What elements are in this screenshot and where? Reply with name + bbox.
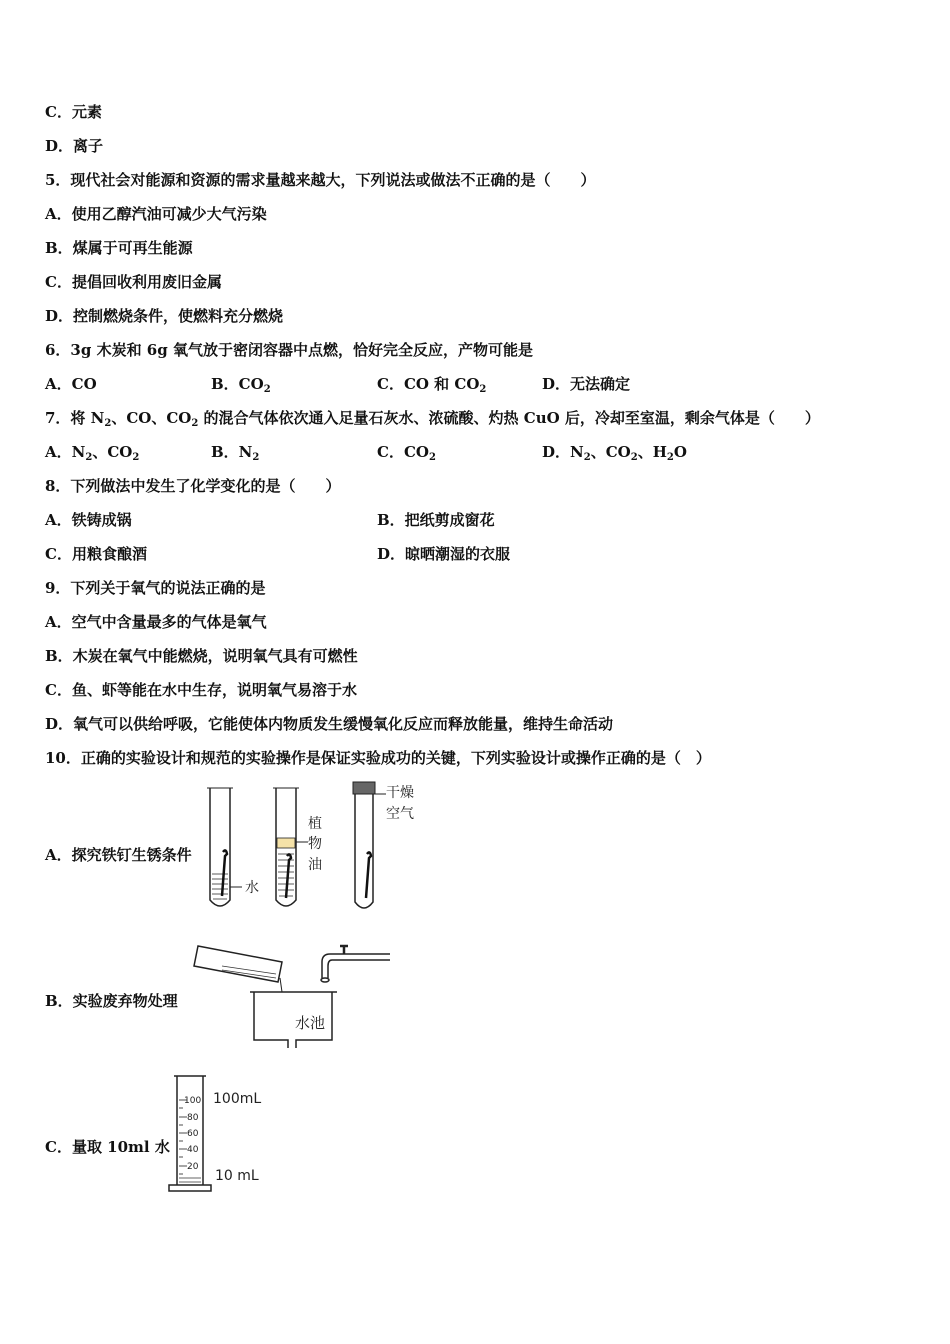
q9-option-b: B．木炭在氧气中能燃烧，说明氧气具有可燃性 [45,647,358,665]
stopper [353,782,375,794]
tick-label-20: 20 [187,1162,199,1172]
q6-stem: 6．3g 木炭和 6g 氧气放于密闭容器中点燃，恰好完全反应，产物可能是 [45,341,533,359]
q8-option-c: C．用粮食酿酒 [45,545,147,563]
q6-option-a: A．CO [45,375,97,393]
test-tube-water [207,788,233,906]
q7-option-b: B．$N_2$ [211,443,260,463]
capacity-label: 100mL [213,1091,262,1107]
q8-option-a: A．铁铸成锅 [45,511,132,529]
oil-label-1: 植 [308,816,322,832]
oil-label-2: 物 [308,836,322,852]
q6-option-d: D．无法确定 [542,375,631,393]
oil-layer [277,838,295,848]
q9-stem: 9．下列关于氧气的说法正确的是 [45,579,266,597]
water-label: 水 [245,880,259,896]
faucet [321,946,390,982]
tick-label-60: 60 [187,1129,199,1139]
oil-label-3: 油 [308,857,322,873]
tick-label-80: 80 [187,1113,199,1123]
q8-option-d: D．晾晒潮湿的衣服 [377,545,511,563]
q5-option-a: A．使用乙醇汽油可减少大气污染 [45,205,267,223]
q9-option-c: C．鱼、虾等能在水中生存，说明氧气易溶于水 [45,681,357,699]
q4-option-c: C．元素 [45,103,102,121]
sink-label: 水池 [295,1014,326,1032]
q4-option-d: D．离子 [45,137,104,155]
figure-rust-test-tubes [200,778,430,918]
q10-option-c: C．量取 10ml 水 [45,1138,170,1156]
q9-option-a: A．空气中含量最多的气体是氧气 [45,613,267,631]
q5-option-d: D．控制燃烧条件，使燃料充分燃烧 [45,307,284,325]
dry-air-label-1: 干燥 [386,785,414,801]
q5-stem: 5．现代社会对能源和资源的需求量越来越大，下列说法或做法不正确的是（ ） [45,171,596,189]
tick-label-40: 40 [187,1145,199,1155]
nail-3 [366,852,371,898]
q10-option-b: B．实验废弃物处理 [45,992,178,1010]
q7-option-c: C．$CO_2$ [377,443,436,463]
q7-option-d: D．$N_2$、$CO_2$、$H_2O$ [542,443,687,463]
dry-air-label-2: 空气 [386,806,414,822]
q5-option-b: B．煤属于可再生能源 [45,239,193,257]
q8-stem: 8．下列做法中发生了化学变化的是（ ） [45,477,341,495]
q6-option-c: C．CO 和 $CO_2$ [377,375,487,395]
q7-option-a: A．$N_2$、$CO_2$ [45,443,140,463]
volume-label: 10 mL [215,1168,259,1184]
figure-waste-disposal [192,940,397,1055]
q6-option-b: B．$CO_2$ [211,375,271,395]
q10-option-a: A．探究铁钉生锈条件 [45,846,192,864]
tick-label-100: 100 [184,1096,202,1106]
q7-stem: 7．将 $N_2$、CO、$CO_2$ 的混合气体依次通入足量石灰水、浓硫酸、灼热 CuO 后，冷却至室温，剩余气体是（ ） [45,409,820,429]
figure-graduated-cylinder [165,1070,275,1195]
test-tube-dry-air [355,794,373,908]
q9-option-d: D．氧气可以供给呼吸，它能使体内物质发生缓慢氧化反应而释放能量，维持生命活动 [45,715,614,733]
nail-2 [286,854,291,898]
q8-option-b: B．把纸剪成窗花 [377,511,495,529]
q5-option-c: C．提倡回收利用废旧金属 [45,273,222,291]
q10-stem: 10．正确的实验设计和规范的实验操作是保证实验成功的关键，下列实验设计或操作正确的是（ ） [45,749,711,767]
